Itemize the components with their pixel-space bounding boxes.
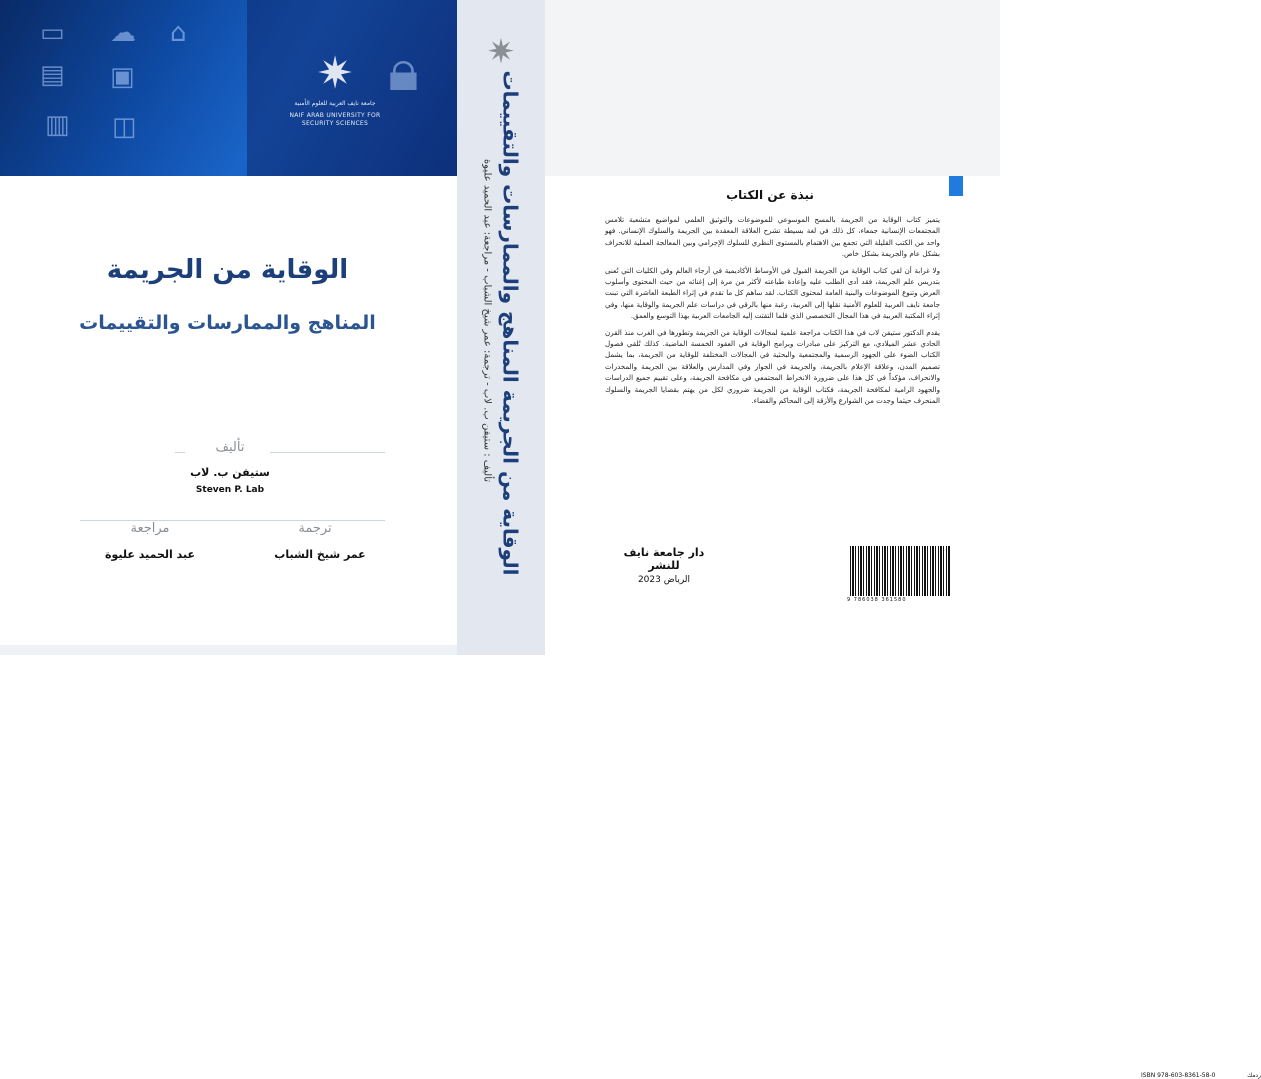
logo-text-ar: جامعة نايف العربية للعلوم الأمنية [294, 100, 376, 107]
back-cover [545, 0, 1261, 1079]
chart-icon: ▤ [40, 60, 65, 90]
reviewer-label: مراجعة [130, 521, 170, 536]
barcode-bars [850, 546, 950, 596]
folder-icon: ▭ [40, 18, 65, 48]
author-name-ar: ستيفن ب. لاب [190, 466, 270, 479]
front-bottom-bar [0, 645, 457, 655]
book-title: الوقاية من الجريمة [106, 255, 349, 285]
cloud-icon: ☁ [110, 18, 136, 48]
about-paragraph: يتميز كتاب الوقاية من الجريمة بالمسح الموسوعي للموضوعات والتوثيق العلمي لمواضيع متشعبة تلامس المجتمعات الإنسانية جمعاء، كل ذلك في لغة بسيطة تشرح العلاقة المعقدة بين الجريمة والسلوك الإنساني. فهو واحد من الكتب القليلة التي تجمع بين الاهتمام بالمستوى النظري للسلوك الإجرامي وبين المعالجة العملية للانحراف بشكل عام والجريمة بشكل خاص. [605, 215, 940, 259]
publisher-city-year: الرياض 2023 [637, 575, 691, 585]
star-emblem-icon: ✷ [316, 48, 354, 99]
barcode-digits: 9 786038 361580 [847, 597, 907, 603]
divider [175, 452, 185, 453]
isbn-value: 978-603-8361-58-0 [1157, 1072, 1216, 1079]
front-banner-image [0, 0, 457, 176]
cart-icon: ◫ [112, 112, 137, 142]
document-icon: ▥ [45, 110, 70, 140]
spine-text [481, 70, 523, 576]
about-body [605, 214, 940, 412]
author-label: تأليف [215, 440, 245, 455]
about-title: نبذة عن الكتاب [726, 188, 814, 202]
front-cover [0, 0, 457, 655]
spine-credits: تأليف : ستيفن ب. لاب - ترجمة: عمر شيخ الشباب - مراجعة: عبد الحميد عليوة [481, 158, 493, 483]
star-emblem-icon: ✷ [486, 32, 516, 72]
book-subtitle: المناهج والممارسات والتقييمات [79, 312, 376, 334]
reviewer-name: عبد الحميد عليوة [105, 548, 195, 561]
about-paragraph: يقدم الدكتور ستيفن لاب في هذا الكتاب مراجعة علمية لمجالات الوقاية من الجريمة وتطورها في الغرب منذ القرن الحادي عشر الميلادي، مع التركيز على مبادرات وبرامج الوقاية في العقود الخمسة الماضية. كذلك تُلقي فصول الكتاب الضوء على الجهود الرسمية والمجتمعية والبحثية في المجالات المختلفة للوقاية من الجريمة، بما يشمل تصميم المدن، وعلاقة الإعلام بالجريمة، والجريمة في الجوار وفي المدارس والعلاقة بين الجريمة والمخدرات والانحراف، مؤكداً في كل هذا على ضرورة الانخراط المجتمعي في مكافحة الجريمة، وعلى تقييم جميع الدراسات والجهود الرامية لمكافحة الجريمة، فكتاب الوقاية من الجريمة ضروري لكل من يهتم بقضايا الجريمة والسلوك المنحرف حيثما وجدت من الشوارع والأزقة إلى المحاكم والقضاء. [605, 327, 940, 406]
accent-square [949, 176, 963, 196]
spine-title: الوقاية من الجريمة المناهج والممارسات والتقييمات [498, 70, 523, 576]
spine [457, 0, 545, 655]
home-icon: ⌂ [170, 18, 187, 48]
publisher-name: دار جامعة نايف للنشر [623, 546, 705, 572]
logo-text-en: NAIF ARAB UNIVERSITY FOR SECURITY SCIENCES [289, 112, 381, 127]
isbn-ar-label: ردمك [1247, 1072, 1261, 1079]
about-paragraph: ولا غرابة أن لقي كتاب الوقاية من الجريمة القبول في الأوساط الأكاديمية في أرجاء العالم وفي الكليات التي تُعنى بتدريس علم الجريمة، فقد أدى الطلب عليه وإعادة طباعته لأكثر من مرة إلى إغنائه من حيث المحتوى وأسلوب العرض وتنوع الموضوعات والبنية العامة لمحتوى الكتاب. لقد ساهم كل ما تقدم في إثراء الطبعة العاشرة التي تبنت جامعة نايف العربية للعلوم الأمنية نقلها إلى العربية، رغبة منها بالرقي في دراسات علم الجريمة والوقاية منها، وفي إثراء المكتبة العربية في هذا المجال التخصصي الذي قلما التفتت إليه الجامعات العربية بهذا التوسع والعمق. [605, 265, 940, 321]
monitor-icon: ▣ [110, 62, 135, 92]
translator-label: ترجمة [298, 521, 332, 536]
author-name-en: Steven P. Lab [195, 485, 265, 495]
isbn-line [1141, 1072, 1261, 1079]
back-top-panel [545, 0, 1000, 176]
university-logo [285, 48, 385, 152]
lock-icon: 🔒︎ [388, 36, 419, 104]
isbn-label: ISBN [1141, 1072, 1156, 1079]
divider [270, 452, 385, 453]
translator-name: عمر شيخ الشباب [274, 548, 366, 561]
